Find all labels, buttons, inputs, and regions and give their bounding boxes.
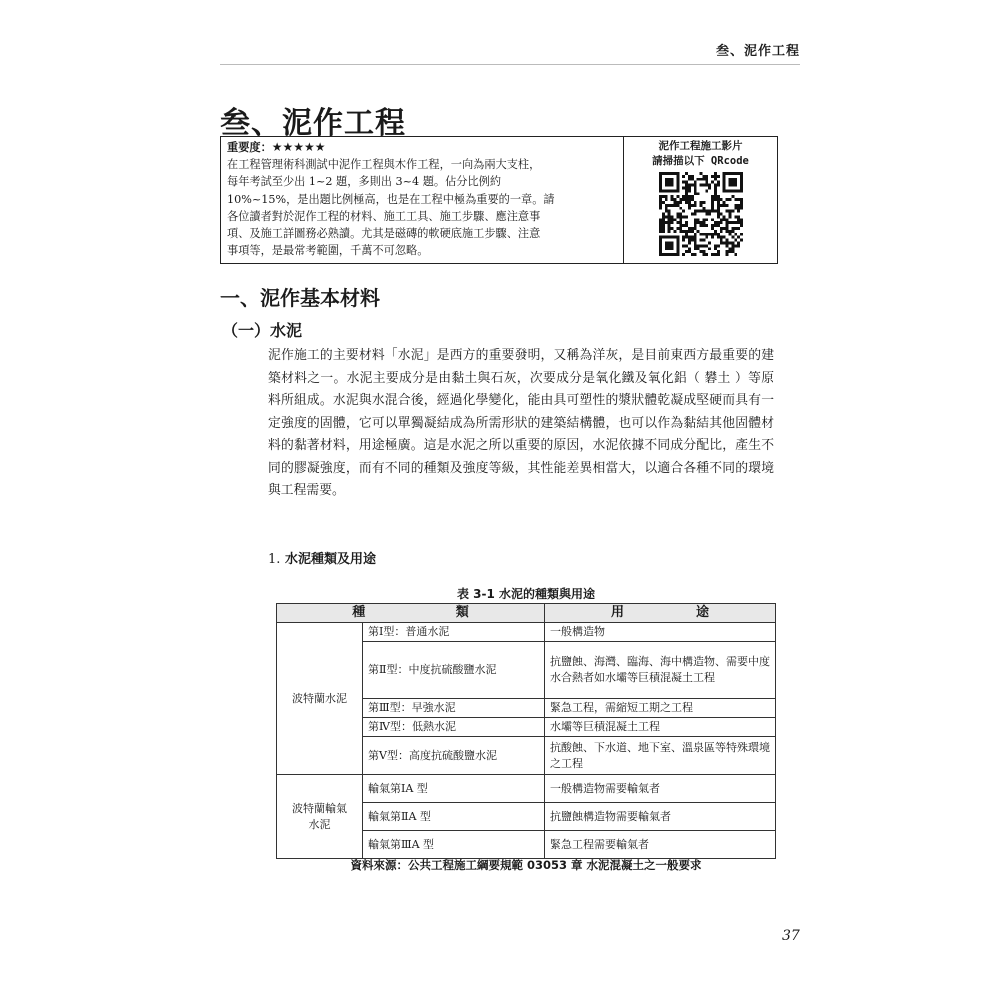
- use-cell: 一般構造物: [545, 623, 776, 642]
- intro-line: 每年考試至少出 1~2 題，多則出 3~4 題。佔分比例約: [227, 175, 502, 189]
- chapter-title: 叁、泥作工程: [220, 106, 406, 141]
- subsection-title: （一）水泥: [222, 321, 303, 340]
- table-row: [277, 623, 776, 642]
- body-paragraph: 泥作施工的主要材料「水泥」是西方的重要發明，又稱為洋灰，是目前東西方最重要的建築材料之一。水泥主要成分是由黏土與石灰，次要成分是氧化鐵及氧化鋁（ 礬土 ）等原料所組成。水泥與水混合後，經過化學變化，能由具可塑性的漿狀體乾凝成堅硬而具有一定強度的固體，它可以單獨凝結成為所需形狀的建築結構體，也可以作為黏結其他固體材料的黏著材料，用途極廣。這是水泥之所以重要的原因，水泥依據不同成分配比，產生不同的膠凝強度，而有不同的種類及強度等級，其性能差異相當大，以適合各種不同的環境與工程需要。: [268, 348, 774, 498]
- use-cell: 抗鹽蝕、海灣、臨海、海中構造物、需要中度水合熱者如水壩等巨積混凝土工程: [545, 642, 776, 699]
- importance-rating: [227, 139, 617, 156]
- type-cell: 第Ⅱ型：中度抗硫酸鹽水泥: [363, 642, 545, 699]
- qr-title: 泥作工程施工影片: [658, 140, 743, 152]
- qr-note: 請掃描以下 QRcode: [652, 155, 749, 167]
- intro-line: 各位讀者對於泥作工程的材料、施工工具、施工步驟、應注意事: [227, 209, 541, 223]
- header-use-char: 用: [610, 605, 624, 620]
- header-type-char: 種: [352, 605, 366, 620]
- type-cell: 輸氣第ⅠA 型: [363, 775, 545, 803]
- use-cell: 抗酸蝕、下水道、地下室、溫泉區等特殊環境之工程: [545, 737, 776, 775]
- intro-box: [220, 136, 778, 264]
- table-source: 資料來源：公共工程施工綱要規範 03053 章 水泥混凝土之一般要求: [350, 858, 702, 872]
- type-cell: 輸氣第ⅢA 型: [363, 831, 545, 859]
- type-cell: 輸氣第ⅡA 型: [363, 803, 545, 831]
- header-rule: [220, 64, 800, 65]
- group-name: 水泥: [308, 817, 331, 831]
- type-cell: 第Ⅲ型：早強水泥: [363, 699, 545, 718]
- group-name: 波特蘭水泥: [292, 691, 347, 705]
- use-cell: 緊急工程需要輸氣者: [545, 831, 776, 859]
- use-cell: 水壩等巨積混凝土工程: [545, 718, 776, 737]
- header-type-char: 類: [455, 605, 469, 620]
- header-use-char: 途: [695, 605, 709, 620]
- group-cell: [277, 623, 363, 775]
- intro-line: 10%~15%，是出題比例極高，也是在工程中極為重要的一章。請: [227, 192, 555, 206]
- use-cell: 一般構造物需要輸氣者: [545, 775, 776, 803]
- item-title: 水泥種類及用途: [284, 552, 376, 567]
- cement-types-table: [276, 603, 776, 859]
- page-number: 37: [782, 928, 800, 944]
- intro-line: 在工程管理術科測試中泥作工程與木作工程，一向為兩大支柱，: [227, 158, 541, 172]
- group-cell: [277, 775, 363, 859]
- running-head: 叁、泥作工程: [715, 44, 800, 59]
- group-name: 波特蘭輸氣: [292, 801, 347, 815]
- header-type: [277, 604, 545, 623]
- table-row: [277, 775, 776, 803]
- type-cell: 第Ⅰ型：普通水泥: [363, 623, 545, 642]
- section-title: 一、泥作基本材料: [220, 286, 380, 310]
- intro-text: [221, 137, 624, 263]
- intro-line: 事項等，是最常考範圍，千萬不可忽略。: [227, 244, 429, 258]
- type-cell: 第Ⅴ型：高度抗硫酸鹽水泥: [363, 737, 545, 775]
- intro-line: 項、及施工詳圖務必熟讀。尤其是磁磚的軟硬底施工步驟、注意: [227, 227, 541, 241]
- star-icons: ★★★★★: [271, 140, 326, 154]
- type-cell: 第Ⅳ型：低熱水泥: [363, 718, 545, 737]
- importance-label: 重要度：: [227, 140, 272, 154]
- qr-code-icon[interactable]: [659, 172, 743, 256]
- table-caption: 表 3-1 水泥的種類與用途: [456, 587, 596, 601]
- item-heading: [268, 548, 376, 567]
- qr-panel: [624, 137, 777, 263]
- use-cell: 緊急工程，需縮短工期之工程: [545, 699, 776, 718]
- use-cell: 抗鹽蝕構造物需要輸氣者: [545, 803, 776, 831]
- header-use: [545, 604, 776, 623]
- table-header-row: [277, 604, 776, 623]
- item-number: 1.: [268, 552, 281, 567]
